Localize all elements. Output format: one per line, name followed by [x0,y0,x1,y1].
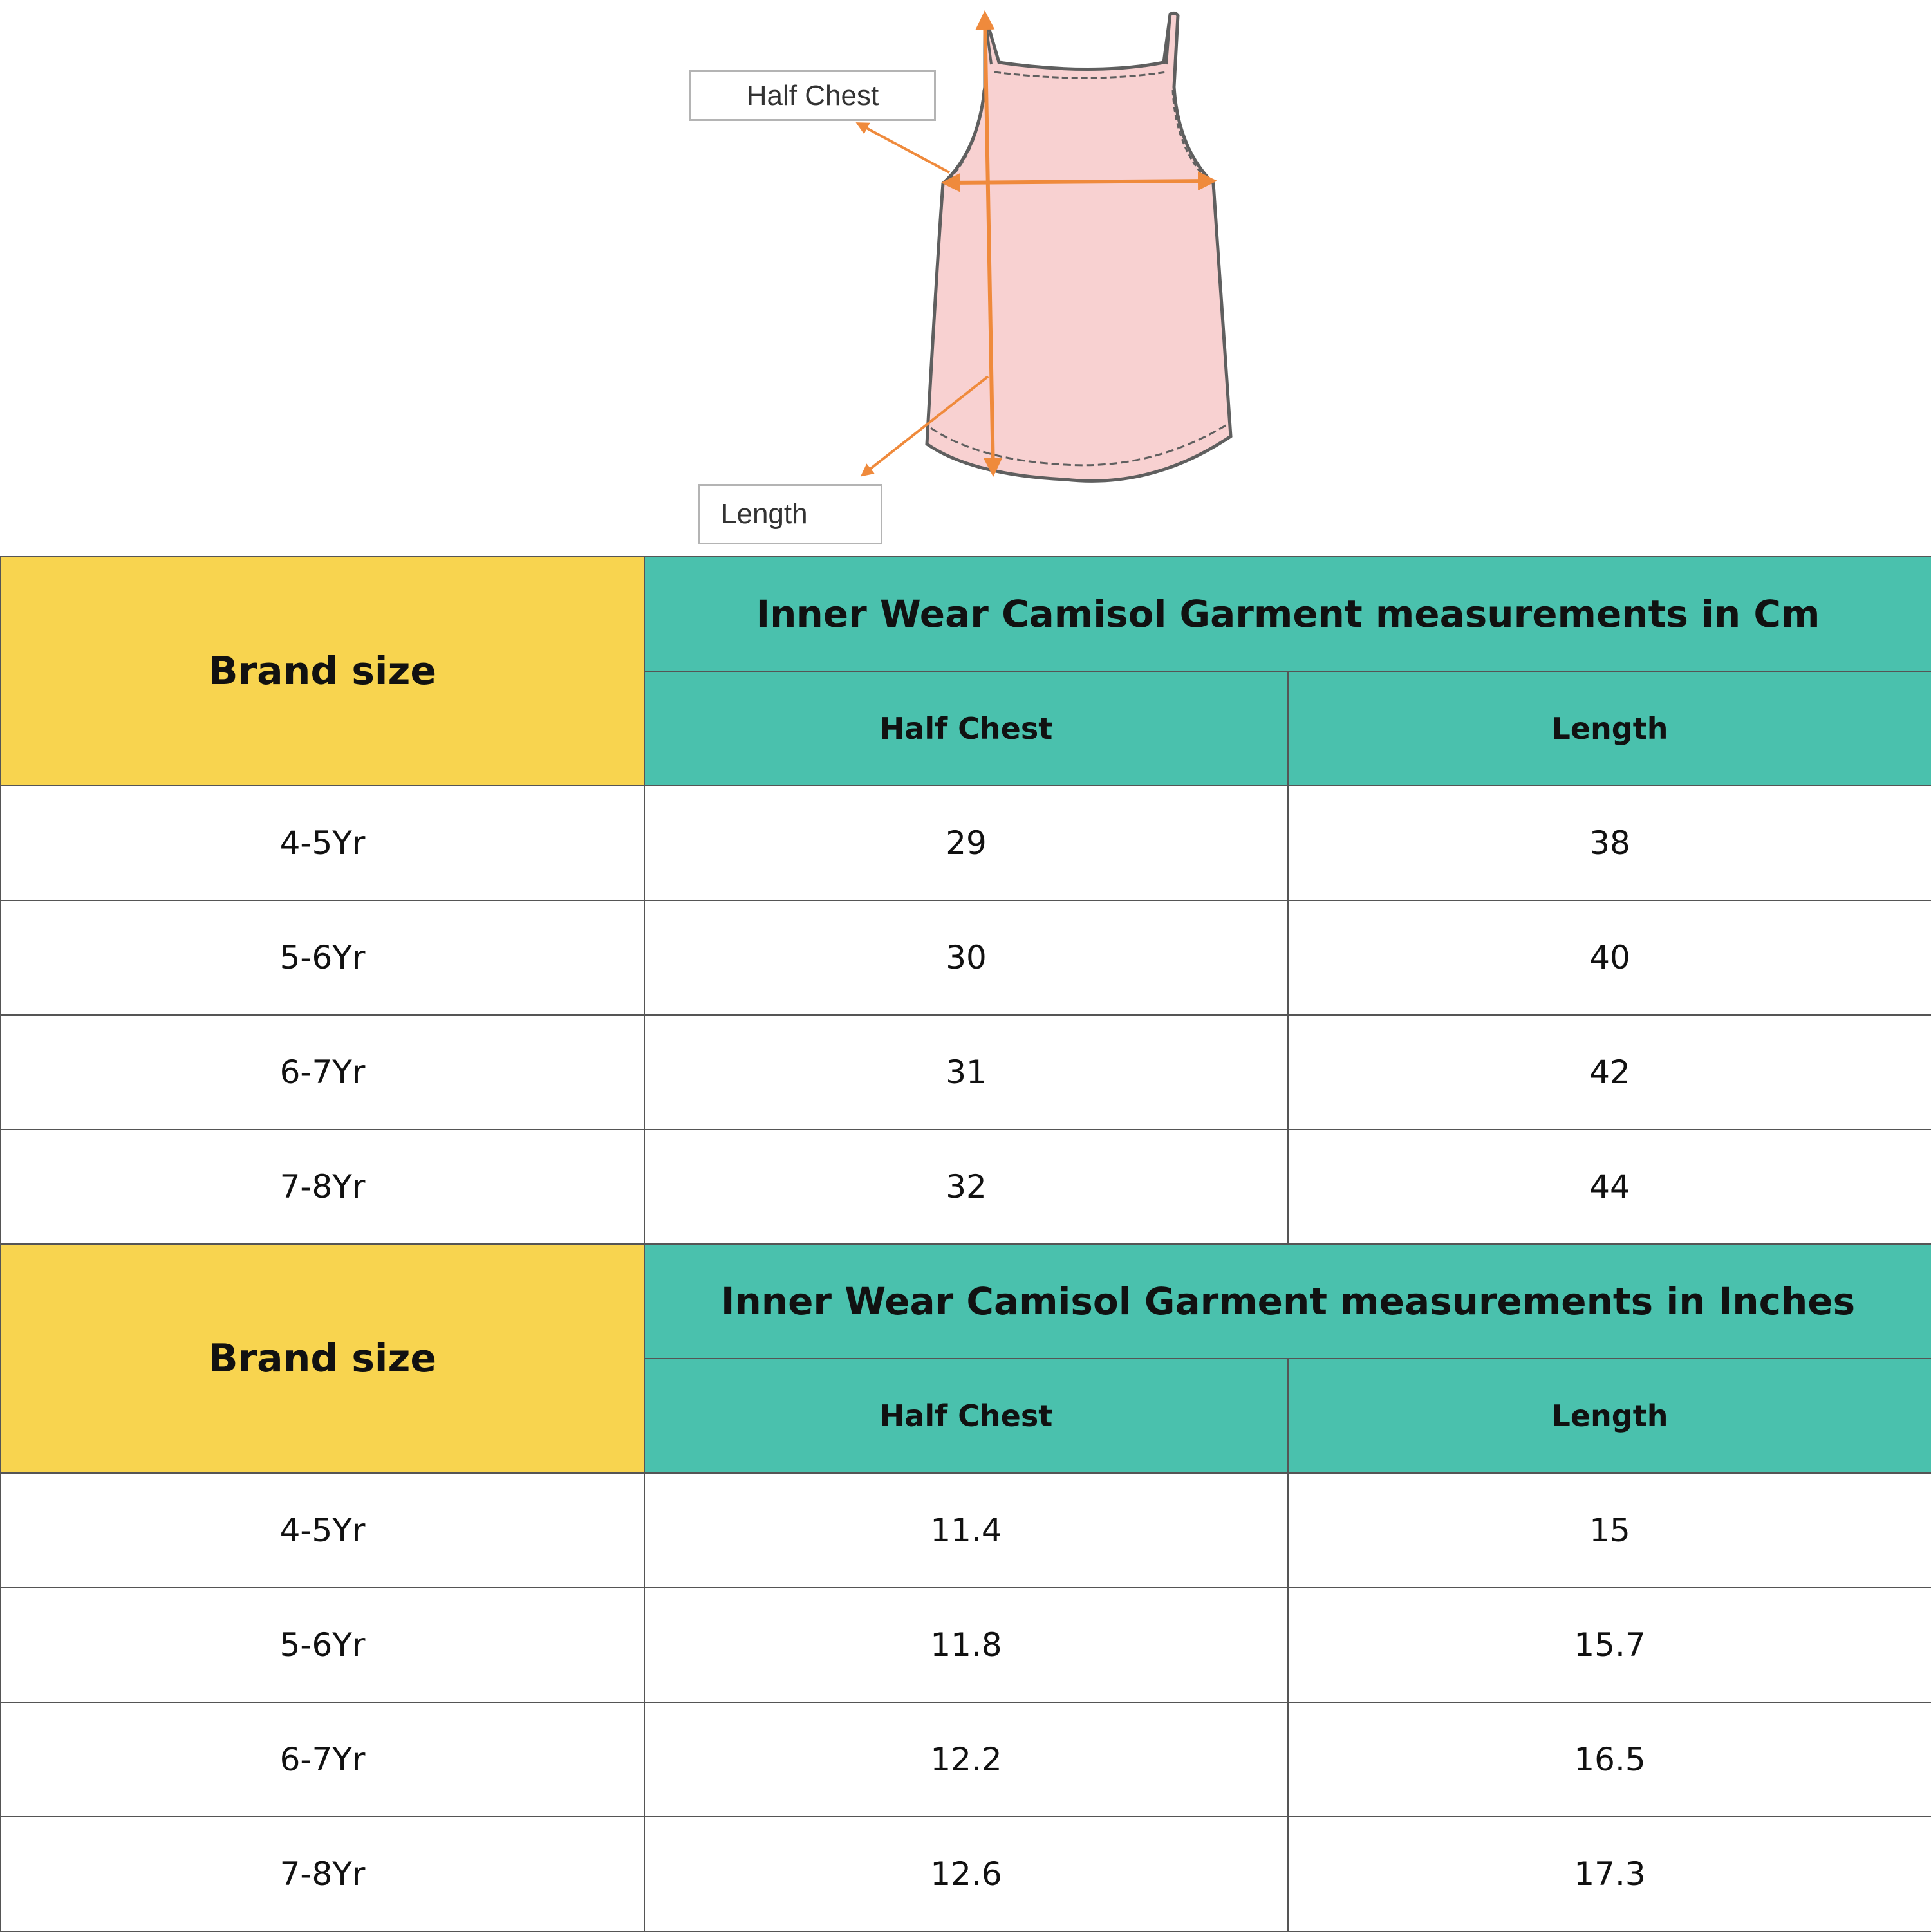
length-column-header: Length [1288,1359,1931,1473]
half-chest-callout: Half Chest [689,70,936,121]
table-row [1,786,1931,900]
half-chest-cell: 11.4 [644,1473,1288,1588]
camisole-illustration [0,0,1931,556]
size-table-inches [0,1243,1931,1932]
size-cell: 5-6Yr [1,1588,644,1702]
half-chest-cell: 31 [644,1015,1288,1129]
half-chest-measure-arrow [945,181,1213,183]
table-row [1,1129,1931,1244]
half-chest-cell: 32 [644,1129,1288,1244]
table-row [1,1473,1931,1588]
length-cell: 15 [1288,1473,1931,1588]
garment-diagram [0,0,1931,556]
table-header-row [1,557,1931,671]
length-cell: 15.7 [1288,1588,1931,1702]
length-callout: Length [698,484,882,544]
half-chest-cell: 11.8 [644,1588,1288,1702]
table-title: Inner Wear Camisol Garment measurements in Cm [644,557,1931,671]
size-cell: 7-8Yr [1,1817,644,1931]
half-chest-column-header: Half Chest [644,1359,1288,1473]
table-title: Inner Wear Camisol Garment measurements in Inches [644,1244,1931,1359]
length-cell: 17.3 [1288,1817,1931,1931]
half-chest-column-header: Half Chest [644,671,1288,786]
half-chest-cell: 29 [644,786,1288,900]
table-row [1,1015,1931,1129]
length-cell: 44 [1288,1129,1931,1244]
brand-size-header: Brand size [1,557,644,786]
table-row [1,1588,1931,1702]
length-cell: 40 [1288,900,1931,1015]
half-chest-cell: 12.2 [644,1702,1288,1817]
size-cell: 6-7Yr [1,1015,644,1129]
table-row [1,1702,1931,1817]
table-row [1,900,1931,1015]
camisole-straps [985,14,1170,64]
half-chest-leader-arrow [858,124,949,172]
size-cell: 5-6Yr [1,900,644,1015]
length-cell: 38 [1288,786,1931,900]
length-column-header: Length [1288,671,1931,786]
size-cell: 4-5Yr [1,786,644,900]
half-chest-cell: 12.6 [644,1817,1288,1931]
size-table-cm [0,556,1931,1245]
length-cell: 42 [1288,1015,1931,1129]
size-cell: 6-7Yr [1,1702,644,1817]
table-row [1,1817,1931,1931]
camisole-body [927,13,1231,481]
length-cell: 16.5 [1288,1702,1931,1817]
size-cell: 4-5Yr [1,1473,644,1588]
size-cell: 7-8Yr [1,1129,644,1244]
half-chest-cell: 30 [644,900,1288,1015]
brand-size-header: Brand size [1,1244,644,1473]
table-header-row [1,1244,1931,1359]
